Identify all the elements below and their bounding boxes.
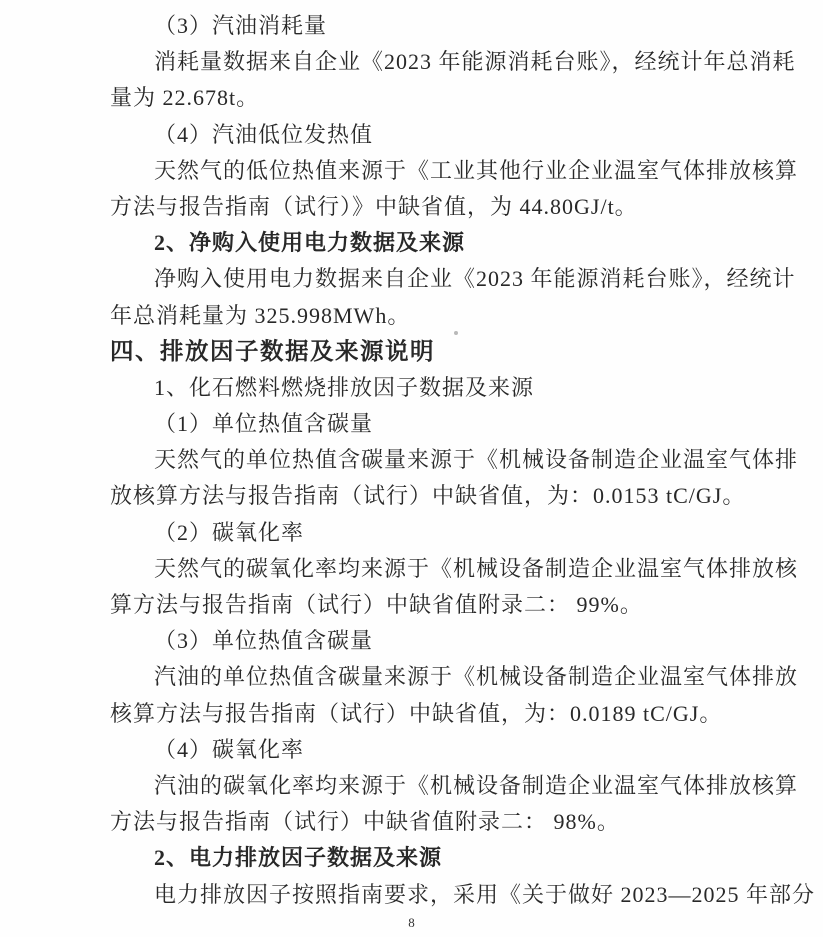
paragraph-gasoline-carbon-content-line2: 核算方法与报告指南（试行）中缺省值，为：0.0189 tC/GJ。 [110,700,723,726]
paragraph-heating-value-line2: 方法与报告指南（试行）》中缺省值，为 44.80GJ/t。 [110,193,638,219]
paragraph-gasoline-consumption-line2: 量为 22.678t。 [110,85,260,111]
subitem-3-carbon-content-title: （3）单位热值含碳量 [154,628,374,654]
paragraph-electricity-data-line2: 年总消耗量为 325.998MWh。 [110,302,411,328]
paragraph-natgas-oxidation-line1: 天然气的碳氧化率均来源于《机械设备制造企业温室气体排放核 [154,555,799,581]
paragraph-electricity-factor-line1: 电力排放因子按照指南要求，采用《关于做好 2023—2025 年部分 [154,881,816,907]
paragraph-natgas-carbon-content-line1: 天然气的单位热值含碳量来源于《机械设备制造企业温室气体排 [154,447,799,473]
paragraph-gasoline-oxidation-line2: 方法与报告指南（试行）中缺省值附录二： 98%。 [110,809,620,835]
subitem-1-carbon-content-title: （1）单位热值含碳量 [154,411,374,437]
paragraph-gasoline-oxidation-line1: 汽油的碳氧化率均来源于《机械设备制造企业温室气体排放核算 [154,772,799,798]
paragraph-natgas-carbon-content-line2: 放核算方法与报告指南（试行）中缺省值，为：0.0153 tC/GJ。 [110,483,746,509]
subitem-4-gasoline-heating-value-title: （4）汽油低位发热值 [154,121,374,147]
scan-speckle-artifact [454,331,458,335]
section-4-emission-factors-heading: 四、排放因子数据及来源说明 [110,338,435,365]
paragraph-electricity-data-line1: 净购入使用电力数据来自企业《2023 年能源消耗台账》，经统计 [154,266,796,292]
paragraph-gasoline-carbon-content-line1: 汽油的单位热值含碳量来源于《机械设备制造企业温室气体排放 [154,664,799,690]
subitem-3-gasoline-consumption-title: （3）汽油消耗量 [154,13,328,38]
document-body [110,8,816,913]
paragraph-natgas-oxidation-line2: 算方法与报告指南（试行）中缺省值附录二： 99%。 [110,592,643,617]
subsection-1-fossil-fuel-factors-title: 1、化石燃料燃烧排放因子数据及来源 [154,374,535,400]
page-number: 8 [408,915,415,930]
subsection-2-purchased-electricity-title: 2、净购入使用电力数据及来源 [154,230,466,256]
subsection-2-electricity-factors-title: 2、电力排放因子数据及来源 [154,845,443,871]
subitem-2-oxidation-rate-title: （2）碳氧化率 [154,519,305,545]
subitem-4-oxidation-rate-title: （4）碳氧化率 [154,736,305,762]
paragraph-gasoline-consumption-line1: 消耗量数据来自企业《2023 年能源消耗台账》，经统计年总消耗 [154,49,796,75]
paragraph-heating-value-line1: 天然气的低位热值来源于《工业其他行业企业温室气体排放核算 [154,157,799,183]
